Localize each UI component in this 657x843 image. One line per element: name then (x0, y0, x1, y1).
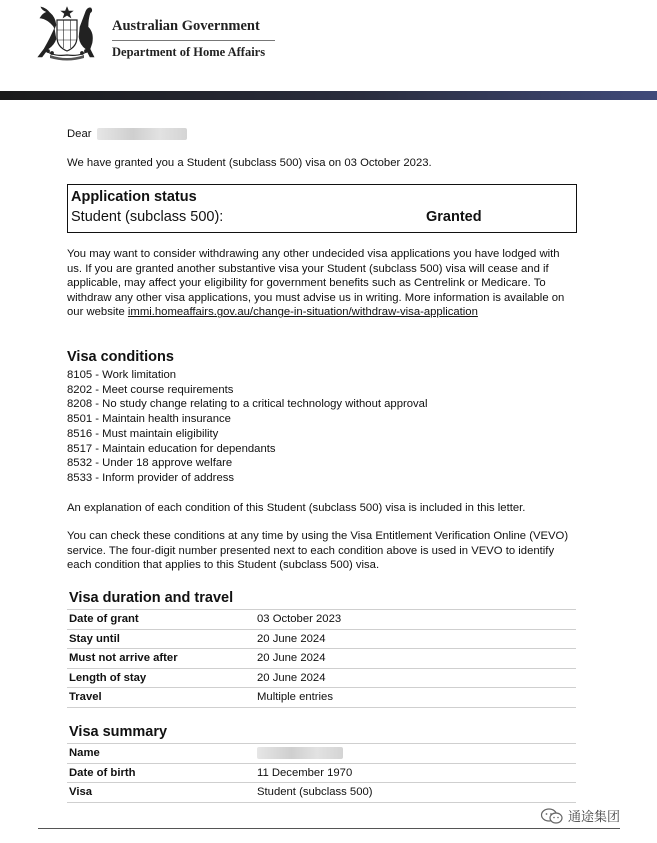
visa-conditions-heading: Visa conditions (67, 349, 174, 365)
condition-item: 8105 - Work limitation (67, 369, 177, 381)
summary-heading: Visa summary (69, 724, 168, 740)
table-row (67, 649, 576, 669)
watermark (540, 806, 620, 825)
row-value: 11 December 1970 (255, 763, 576, 783)
watermark-text: 通途集团 (568, 809, 621, 824)
row-value: 20 June 2024 (255, 629, 576, 649)
duration-heading: Visa duration and travel (69, 590, 234, 606)
row-value: Multiple entries (255, 688, 576, 708)
withdraw-notice (67, 247, 572, 320)
row-value (255, 744, 576, 764)
masthead-divider (112, 40, 275, 41)
status-row (71, 207, 573, 227)
condition-item: 8208 - No study change relating to a critical technology without approval (67, 398, 428, 411)
conditions-explanation: An explanation of each condition of this Student (subclass 500) visa is included in this letter. (67, 502, 526, 514)
application-status-box (67, 184, 577, 233)
row-label: Date of grant (67, 610, 255, 630)
table-row (67, 610, 576, 630)
duration-table (67, 609, 576, 708)
condition-item: 8501 - Maintain health insurance (67, 413, 231, 426)
footer-divider (38, 828, 620, 829)
row-label: Stay until (67, 629, 255, 649)
grant-line: We have granted you a Student (subclass 500) visa on 03 October 2023. (67, 157, 432, 169)
condition-item: 8516 - Must maintain eligibility (67, 427, 219, 440)
wechat-icon (540, 807, 564, 825)
table-row (67, 688, 576, 708)
table-row (67, 629, 576, 649)
coat-of-arms-icon (30, 5, 104, 61)
government-masthead (112, 18, 275, 60)
row-label: Length of stay (67, 668, 255, 688)
row-value: 20 June 2024 (255, 668, 576, 688)
salutation: Dear (67, 128, 92, 140)
redacted-name (257, 747, 343, 759)
row-label: Visa (67, 783, 255, 803)
row-label: Name (67, 744, 255, 764)
table-row (67, 668, 576, 688)
condition-item: 8517 - Maintain education for dependants (67, 442, 276, 455)
department-name: Department of Home Affairs (112, 45, 266, 59)
row-value: Student (subclass 500) (255, 783, 576, 803)
status-title: Application status (71, 189, 197, 205)
row-label: Date of birth (67, 763, 255, 783)
condition-item: 8202 - Meet course requirements (67, 383, 234, 396)
row-label: Travel (67, 688, 255, 708)
salutation-line (67, 127, 187, 142)
withdraw-visa-link[interactable]: immi.homeaffairs.gov.au/change-in-situation/withdraw-visa-application (127, 306, 478, 319)
status-visa: Student (subclass 500): (71, 209, 224, 225)
notice-text: You may want to consider withdrawing any other undecided visa applications you have lodged with us. If you are granted another substantive visa your Student (subclass 500) visa will cease and if applicable, may affect your eligibility for government benefits such as Centrelink or Medicare. To withdraw any other visa applications, you must advise us in writing. More information is available on our website (67, 248, 565, 319)
status-value: Granted (426, 209, 482, 225)
row-value: 20 June 2024 (255, 649, 576, 669)
row-value: 03 October 2023 (255, 610, 576, 630)
table-row (67, 744, 576, 764)
conditions-list (67, 368, 427, 486)
government-name: Australian Government (112, 18, 260, 34)
condition-item: 8533 - Inform provider of address (67, 471, 235, 484)
vevo-paragraph: You can check these conditions at any time by using the Visa Entitlement Verification Online (VEVO) service. The four-digit number presented next to each condition above is used in VEVO to identify each condition that applies to this Student (subclass 500) visa. (67, 530, 569, 572)
table-row (67, 783, 576, 803)
summary-table (67, 743, 576, 803)
condition-item: 8532 - Under 18 approve welfare (67, 457, 233, 470)
table-row (67, 763, 576, 783)
header-band (0, 91, 657, 100)
row-label: Must not arrive after (67, 649, 255, 669)
redacted-name (97, 128, 187, 140)
